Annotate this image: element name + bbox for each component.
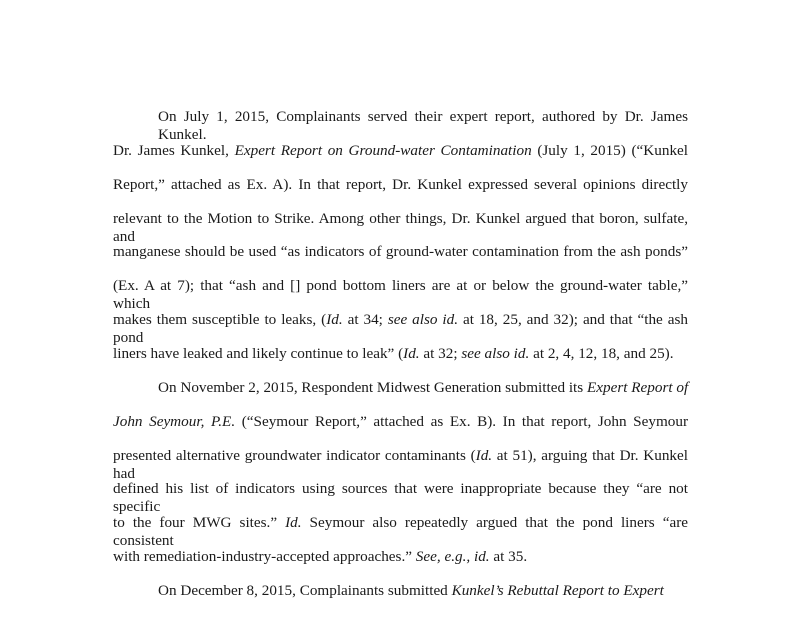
italic-citation-text: Kunkel’s Rebuttal Report to Expert	[451, 581, 664, 599]
italic-citation-text: Id.	[475, 446, 493, 464]
body-text: Seymour also repeatedly argued that the pond liners “are consistent	[113, 514, 688, 550]
body-text: Report,” attached as Ex. A). In that report, Dr. Kunkel expressed several opinions directly	[113, 175, 688, 193]
body-text: makes them susceptible to leaks, (	[113, 311, 327, 329]
body-text: at 51), arguing that Dr. Kunkel had	[113, 446, 688, 482]
italic-citation-text: see also id.	[387, 311, 459, 329]
text-line	[158, 379, 688, 397]
body-text: at 18, 25, and 32); and that “the ash pond	[113, 311, 688, 347]
italic-citation-text: Expert Report of	[587, 378, 689, 396]
text-line	[113, 413, 688, 431]
body-text: manganese should be used “as indicators of ground-water contamination from the ash ponds”	[113, 243, 688, 261]
body-text: liners have leaked and likely continue to leak” (	[113, 344, 404, 362]
text-line	[158, 108, 688, 144]
text-line	[113, 548, 688, 566]
text-line	[158, 582, 688, 600]
italic-citation-text: Id.	[403, 344, 420, 362]
body-text: (Ex. A at 7); that “ash and [] pond bottom liners are at or below the ground-water table,” which	[113, 277, 688, 313]
text-line	[113, 277, 688, 313]
italic-citation-text: Expert Report on Ground-water Contamination	[234, 141, 532, 159]
italic-citation-text: Id.	[326, 311, 343, 329]
text-line	[113, 345, 688, 363]
text-line	[113, 480, 688, 516]
body-text: On November 2, 2015, Respondent Midwest Generation submitted its	[158, 378, 587, 396]
body-text: at 34;	[342, 311, 388, 329]
body-text: On July 1, 2015, Complainants served their expert report, authored by Dr. James Kunkel.	[158, 108, 688, 143]
body-text: with remediation-industry-accepted approaches.”	[113, 548, 416, 566]
body-text: at 2, 4, 12, 18, and 25).	[529, 344, 674, 362]
text-line	[113, 311, 688, 347]
italic-citation-text: See, e.g., id.	[415, 548, 490, 566]
italic-citation-text: Id.	[285, 514, 302, 532]
text-line	[113, 447, 688, 483]
body-text: defined his list of indicators using sources that were inappropriate because they “are not specific	[113, 480, 688, 516]
body-text: relevant to the Motion to Strike. Among other things, Dr. Kunkel argued that boron, sulfate, and	[113, 209, 688, 245]
body-text: at 35.	[489, 548, 528, 566]
italic-citation-text: see also id.	[461, 344, 530, 362]
body-text: (July 1, 2015) (“Kunkel	[531, 141, 688, 159]
text-line	[113, 142, 688, 160]
body-text: to the four MWG sites.”	[113, 514, 286, 532]
body-text: presented alternative groundwater indicator contaminants (	[113, 446, 476, 464]
text-line	[113, 176, 688, 194]
text-line	[113, 514, 688, 550]
body-text: (“Seymour Report,” attached as Ex. B). In that report, John Seymour	[235, 412, 689, 430]
body-text: Dr. James Kunkel,	[113, 141, 235, 159]
text-line	[113, 243, 688, 261]
italic-citation-text: John Seymour, P.E.	[113, 412, 236, 430]
body-text: at 32;	[419, 344, 462, 362]
body-text: On December 8, 2015, Complainants submitted	[158, 581, 452, 599]
text-line	[113, 210, 688, 246]
